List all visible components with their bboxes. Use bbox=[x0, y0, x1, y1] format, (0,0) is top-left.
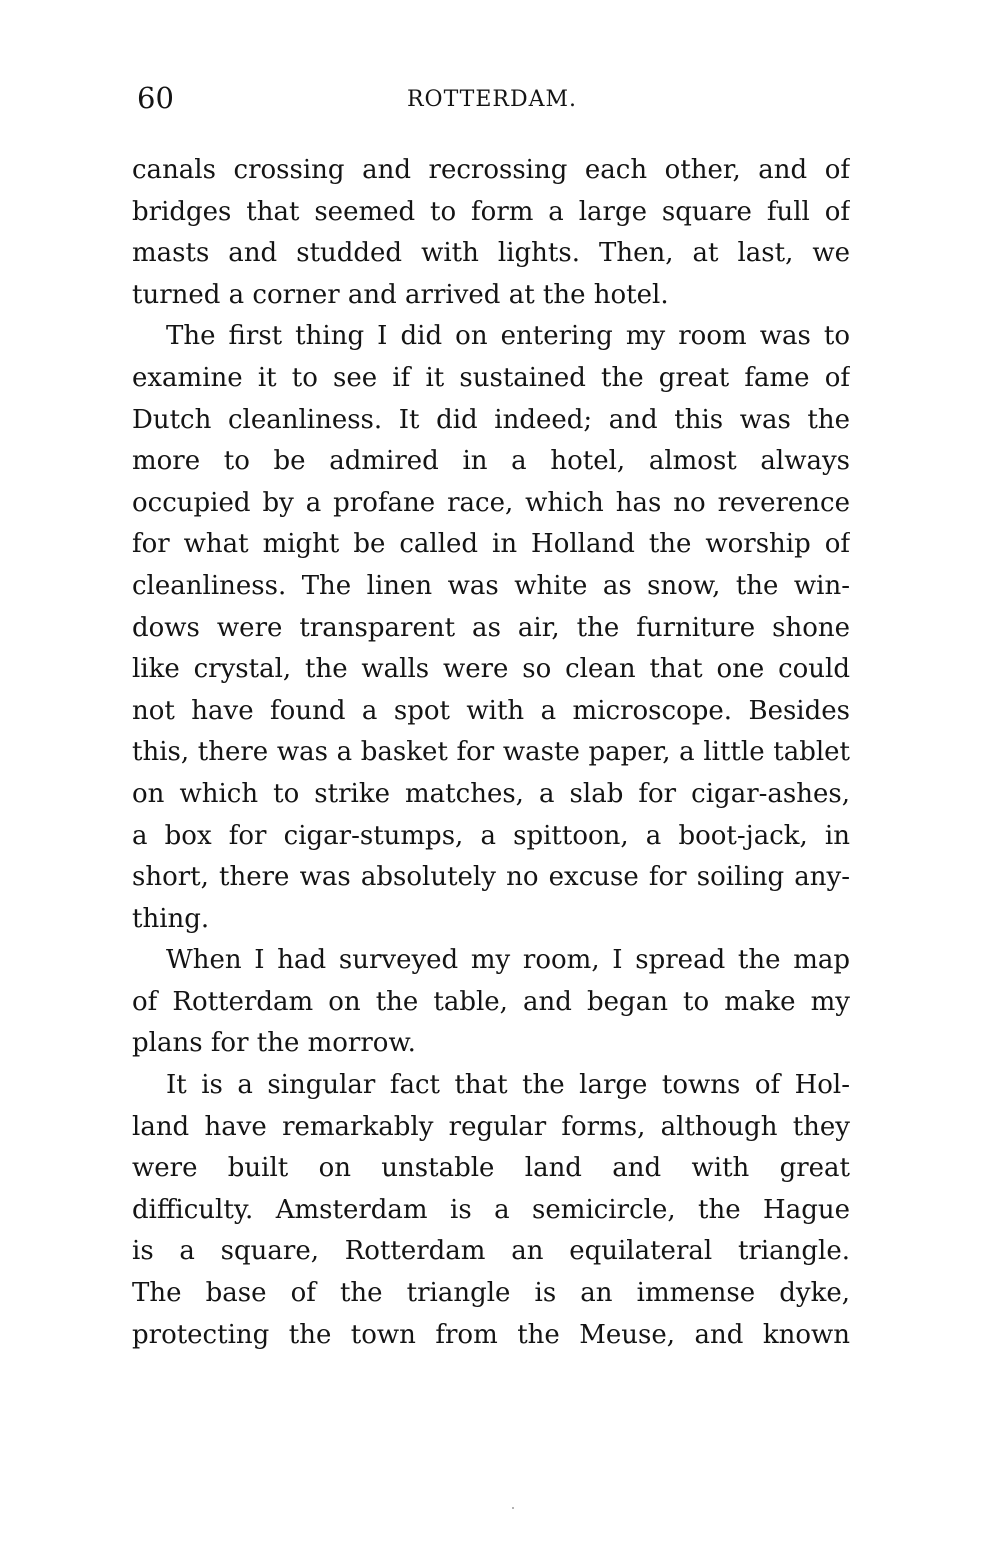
page-header bbox=[134, 80, 850, 120]
text-line: of Rotterdam on the table, and began to make my bbox=[132, 986, 850, 1017]
paragraph-2 bbox=[132, 316, 850, 940]
text-line: more to be admired in a hotel, almost always bbox=[132, 446, 850, 477]
text-line: on which to strike matches, a slab for cigar-ashes, bbox=[132, 778, 850, 809]
text-line: land have remarkably regular forms, although they bbox=[132, 1111, 850, 1142]
text-line: short, there was absolutely no excuse for soiling any- bbox=[132, 862, 850, 893]
running-title: ROTTERDAM. bbox=[406, 87, 578, 112]
text-line: plans for the morrow. bbox=[132, 1028, 416, 1059]
text-line: is a square, Rotterdam an equilateral triangle. bbox=[132, 1236, 850, 1267]
text-line: thing. bbox=[132, 903, 210, 934]
text-line: When I had surveyed my room, I spread the map bbox=[166, 945, 850, 976]
paragraph-3 bbox=[132, 940, 850, 1065]
text-line: like crystal, the walls were so clean that one could bbox=[132, 654, 850, 685]
text-line: were built on unstable land and with great bbox=[132, 1153, 850, 1184]
text-line: masts and studded with lights. Then, at last, we bbox=[132, 238, 850, 269]
text-line: canals crossing and recrossing each other, and of bbox=[132, 155, 850, 185]
text-line: protecting the town from the Meuse, and known bbox=[132, 1319, 850, 1350]
text-line: turned a corner and arrived at the hotel. bbox=[132, 279, 669, 310]
paragraph-1 bbox=[132, 150, 850, 316]
text-line: difficulty. Amsterdam is a semicircle, the Hague bbox=[132, 1194, 850, 1225]
text-line: examine it to see if it sustained the great fame of bbox=[132, 362, 850, 393]
page-number: 60 bbox=[137, 81, 174, 115]
print-speck bbox=[512, 1507, 514, 1509]
text-line: It is a singular fact that the large towns of Hol- bbox=[166, 1070, 850, 1101]
text-line: for what might be called in Holland the worship of bbox=[132, 529, 850, 560]
text-line: occupied by a profane race, which has no reverence bbox=[132, 487, 850, 518]
text-line: The base of the triangle is an immense dyke, bbox=[132, 1278, 850, 1309]
text-line: not have found a spot with a microscope. Besides bbox=[132, 695, 850, 726]
text-line: bridges that seemed to form a large square full of bbox=[132, 196, 850, 227]
text-line: Dutch cleanliness. It did indeed; and this was the bbox=[132, 404, 850, 435]
body-text bbox=[132, 150, 850, 1356]
text-line: The first thing I did on entering my room was to bbox=[166, 321, 850, 352]
text-line: cleanliness. The linen was white as snow, the win- bbox=[132, 570, 850, 601]
text-line: a box for cigar-stumps, a spittoon, a boot-jack, in bbox=[132, 820, 850, 851]
paragraph-4 bbox=[132, 1065, 850, 1356]
text-line: dows were transparent as air, the furniture shone bbox=[132, 612, 850, 643]
text-line: this, there was a basket for waste paper, a little tablet bbox=[132, 737, 850, 768]
